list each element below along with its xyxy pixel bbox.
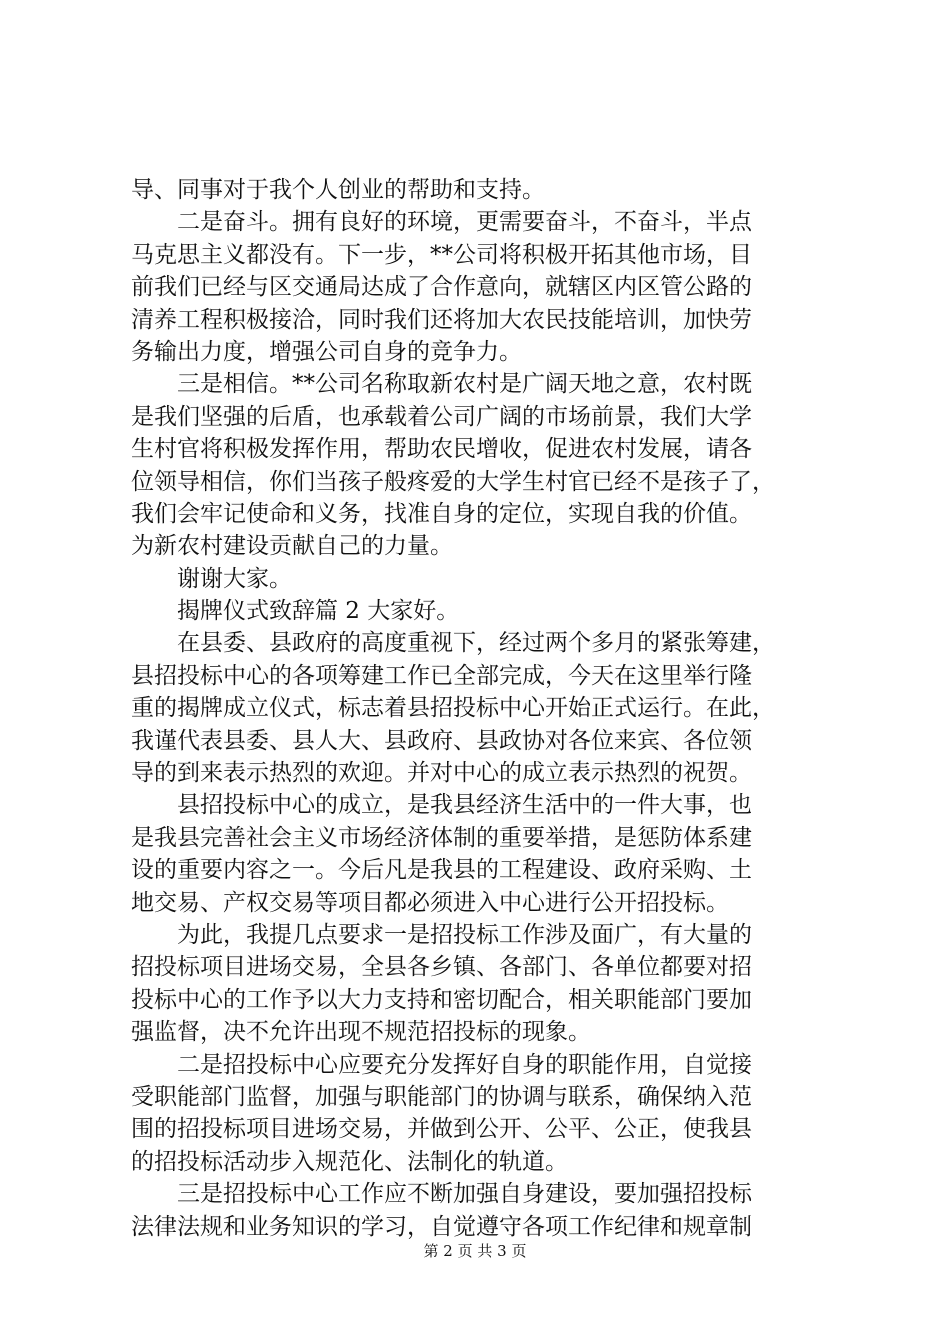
page-footer: 第 2 页 共 3 页 [423,1242,527,1260]
text-line: 县招投标中心的各项筹建工作已全部完成，今天在这里举行隆 [131,662,752,689]
text-line: 我们会牢记使命和义务，找准自身的定位，实现自我的价值。 [131,500,752,527]
text-line: 强监督，决不允许出现不规范招投标的现象。 [131,1019,591,1046]
text-line: 马克思主义都没有。下一步，**公司将积极开拓其他市场，目 [131,241,752,268]
text-line: 三是招投标中心工作应不断加强自身建设，要加强招投标 [177,1181,752,1208]
text-line: 围的招投标项目进场交易，并做到公开、公平、公正，使我县 [131,1116,752,1143]
text-line: 县招投标中心的成立，是我县经济生活中的一件大事，也 [177,792,752,819]
text-line: 重的揭牌成立仪式，标志着县招投标中心开始正式运行。在此， [131,695,775,722]
text-line: 导的到来表示热烈的欢迎。并对中心的成立表示热烈的祝贺。 [131,760,752,787]
text-line: 生村官将积极发挥作用，帮助农民增收，促进农村发展，请各 [131,436,752,463]
text-line: 招投标项目进场交易，全县各乡镇、各部门、各单位都要对招 [131,954,752,981]
text-line: 清养工程积极接洽，同时我们还将加大农民技能培训，加快劳 [131,306,752,333]
text-line: 地交易、产权交易等项目都必须进入中心进行公开招投标。 [131,889,729,916]
text-line: 在县委、县政府的高度重视下，经过两个多月的紧张筹建， [177,630,775,657]
text-line: 位领导相信，你们当孩子般疼爱的大学生村官已经不是孩子了， [131,468,775,495]
text-line: 为此，我提几点要求一是招投标工作涉及面广，有大量的 [177,921,752,948]
text-line: 设的重要内容之一。今后凡是我县的工程建设、政府采购、土 [131,857,752,884]
text-line: 前我们已经与区交通局达成了合作意向，就辖区内区管公路的 [131,274,752,301]
text-line: 受职能部门监督，加强与职能部门的协调与联系，确保纳入范 [131,1083,752,1110]
text-line: 谢谢大家。 [177,565,292,592]
text-line: 三是相信。**公司名称取新农村是广阔天地之意，农村既 [177,371,752,398]
text-line: 二是奋斗。拥有良好的环境，更需要奋斗，不奋斗，半点 [177,209,752,236]
text-line: 的招投标活动步入规范化、法制化的轨道。 [131,1148,568,1175]
text-line: 揭牌仪式致辞篇 2 大家好。 [177,598,460,625]
document-body [131,174,831,1243]
text-line: 为新农村建设贡献自己的力量。 [131,533,453,560]
text-line: 我谨代表县委、县人大、县政府、县政协对各位来宾、各位领 [131,727,752,754]
text-line: 导、同事对于我个人创业的帮助和支持。 [131,177,545,203]
text-line: 是我县完善社会主义市场经济体制的重要举措，是惩防体系建 [131,824,752,851]
text-line: 务输出力度，增强公司自身的竞争力。 [131,338,522,365]
text-line: 投标中心的工作予以大力支持和密切配合，相关职能部门要加 [131,986,752,1013]
text-line: 法律法规和业务知识的学习，自觉遵守各项工作纪律和规章制 [131,1213,752,1240]
text-line: 二是招投标中心应要充分发挥好自身的职能作用，自觉接 [177,1051,752,1078]
text-line: 是我们坚强的后盾，也承载着公司广阔的市场前景，我们大学 [131,403,752,430]
